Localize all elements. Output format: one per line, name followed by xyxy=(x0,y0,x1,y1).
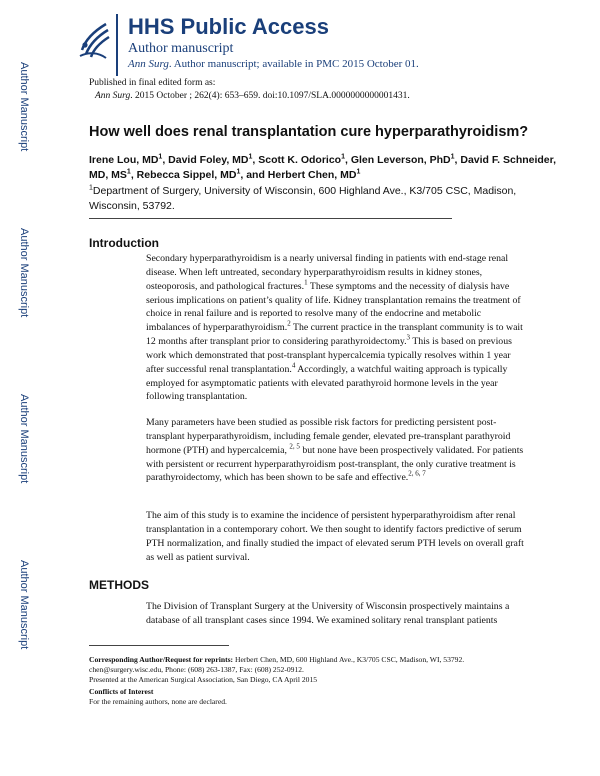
author-name: Irene Lou, MD xyxy=(89,154,159,166)
published-label: Published in final edited form as: xyxy=(89,78,216,88)
paragraph-text: The aim of this study is to examine the incidence of persistent hyperparathyroidism after renal transplantation in a contemporary cohort. We then sought to identify factors predictive of serum PTH normalization, and finally studied the impact of elevated serum PTH levels on overall graft as well as patient survival. xyxy=(146,510,524,563)
conflicts-text: For the remaining authors, none are declared. xyxy=(89,697,227,706)
corresponding-author-footnote: Corresponding Author/Request for reprints: Herbert Chen, MD, 600 Highland Ave., K3/705 CSC, Madison, WI, 53792. chen@surgery.wisc.edu, Phone: (608) 263-1387, Fax: (608) 252-0912. xyxy=(89,655,465,674)
title-divider xyxy=(89,218,452,219)
introduction-heading: Introduction xyxy=(89,236,159,250)
citation-ref: 3 xyxy=(406,333,411,342)
methods-paragraph-1 xyxy=(146,600,524,628)
author-affiliation-ref: 1 xyxy=(236,168,241,176)
affiliation: $^1$Department of Surgery, University of Wisconsin, 600 Highland Ave., K3/705 CSC, Madison, Wisconsin, 53792. xyxy=(89,184,517,212)
author-affiliation-ref: 1 xyxy=(248,153,253,161)
author-affiliation-ref: 1 xyxy=(341,153,345,161)
citation: Ann Surg. 2015 October ; 262(4): 653–659. doi:10.1097/SLA.0000000000001431. xyxy=(95,91,410,101)
pmc-availability-line: Ann Surg. Author manuscript; available in PMC 2015 October 01. xyxy=(128,58,419,70)
author-affiliation-ref: 1 xyxy=(356,168,361,176)
hhs-eagle-logo-icon xyxy=(76,20,112,62)
citation-journal: Ann Surg xyxy=(95,91,131,101)
author-separator: , xyxy=(454,154,461,166)
presented-footnote: Presented at the American Surgical Association, San Diego, CA April 2015 xyxy=(89,675,318,684)
author-name: Scott K. Odorico xyxy=(258,154,342,166)
article-title: How well does renal transplantation cure hyperparathyroidism? xyxy=(89,124,529,140)
author-separator: , xyxy=(345,154,351,166)
author-separator: , xyxy=(252,154,259,166)
author-manuscript-subtitle: Author manuscript xyxy=(128,41,234,56)
intro-paragraph-2 xyxy=(146,416,524,485)
author-manuscript-side-label: Author Manuscript xyxy=(18,394,30,484)
journal-name: Ann Surg xyxy=(128,58,169,70)
footnote-divider xyxy=(89,645,229,646)
citation-ref: 1 xyxy=(304,278,308,287)
paragraph-text: These symptoms and the necessity of dialysis have serious implications on patient’s quality of life. Kidney transplantation remains the treatment of choice in renal failure and is reported to resolve many of the endocrine and metabolic imbalances of hyperparathyroidism. xyxy=(146,280,521,334)
paragraph-text: Secondary hyperparathyroidism is a nearly universal finding in patients with end-stage renal disease. When left untreated, secondary hyperparathyroidism results in kidney stones, osteoporosis, and pathological fractures. xyxy=(146,253,509,292)
author-list xyxy=(89,153,559,183)
paragraph-text: Accordingly, a watchful waiting approach is typically employed for asymptomatic patients with elevated parathyroid hormone levels in the year following transplantation. xyxy=(146,363,508,403)
citation-ref: 2, 6, 7 xyxy=(408,470,426,479)
author-affiliation-ref: 1 xyxy=(450,153,455,161)
author-affiliation-ref: 1 xyxy=(126,168,131,176)
author-name: Rebecca Sippel, MD xyxy=(136,169,237,181)
author-separator: , and xyxy=(240,169,268,181)
author-manuscript-side-label: Author Manuscript xyxy=(18,228,30,318)
intro-paragraph-1 xyxy=(146,252,524,404)
author-manuscript-side-label: Author Manuscript xyxy=(18,560,30,650)
author-name: Herbert Chen, MD xyxy=(267,169,357,181)
author-name: David Foley, MD xyxy=(168,154,249,166)
author-manuscript-side-label: Author Manuscript xyxy=(18,62,30,152)
author-separator: , xyxy=(162,154,169,166)
author-separator: , xyxy=(130,169,137,181)
conflicts-heading: Conflicts of Interest xyxy=(89,687,154,696)
paragraph-text: but none have been prospectively validated. For patients with persistent or recurrent hyperparathyroidism post-transplant, the only curative treatment is parathyroidectomy, which has been shown to be safe and effective. xyxy=(146,444,524,484)
paragraph-text: The current practice in the transplant community is to wait 12 months after transplant prior to considering parathyroidectomy. xyxy=(146,322,523,348)
citation-ref: 2 xyxy=(287,319,291,328)
paragraph-text: The Division of Transplant Surgery at the University of Wisconsin prospectively maintains a database of all transplant cases since 1994. We examined solitary renal transplant patients xyxy=(146,601,510,626)
intro-paragraph-3 xyxy=(146,509,524,564)
paragraph-text: Many parameters have been studied as possible risk factors for predicting persistent post-transplant hyperparathyroidism, including female gender, elevated pre-transplant parathyroid hormone (PTH) and hypercalcemia, xyxy=(146,417,511,456)
header-divider xyxy=(116,14,118,76)
citation-ref: 4 xyxy=(291,361,296,370)
methods-heading: METHODS xyxy=(89,578,149,592)
author-affiliation-ref: 1 xyxy=(158,153,163,161)
hhs-public-access-title: HHS Public Access xyxy=(128,14,329,39)
citation-ref: 2, 5 xyxy=(289,442,300,451)
paragraph-text: This is based on previous work which demonstrated that post-transplant hypercalcemia typically resolves within 1 year after successful renal transplantation. xyxy=(146,336,512,375)
author-name: David F. Schneider, MD, MS xyxy=(89,154,557,181)
author-name: Glen Leverson, PhD xyxy=(350,154,451,166)
